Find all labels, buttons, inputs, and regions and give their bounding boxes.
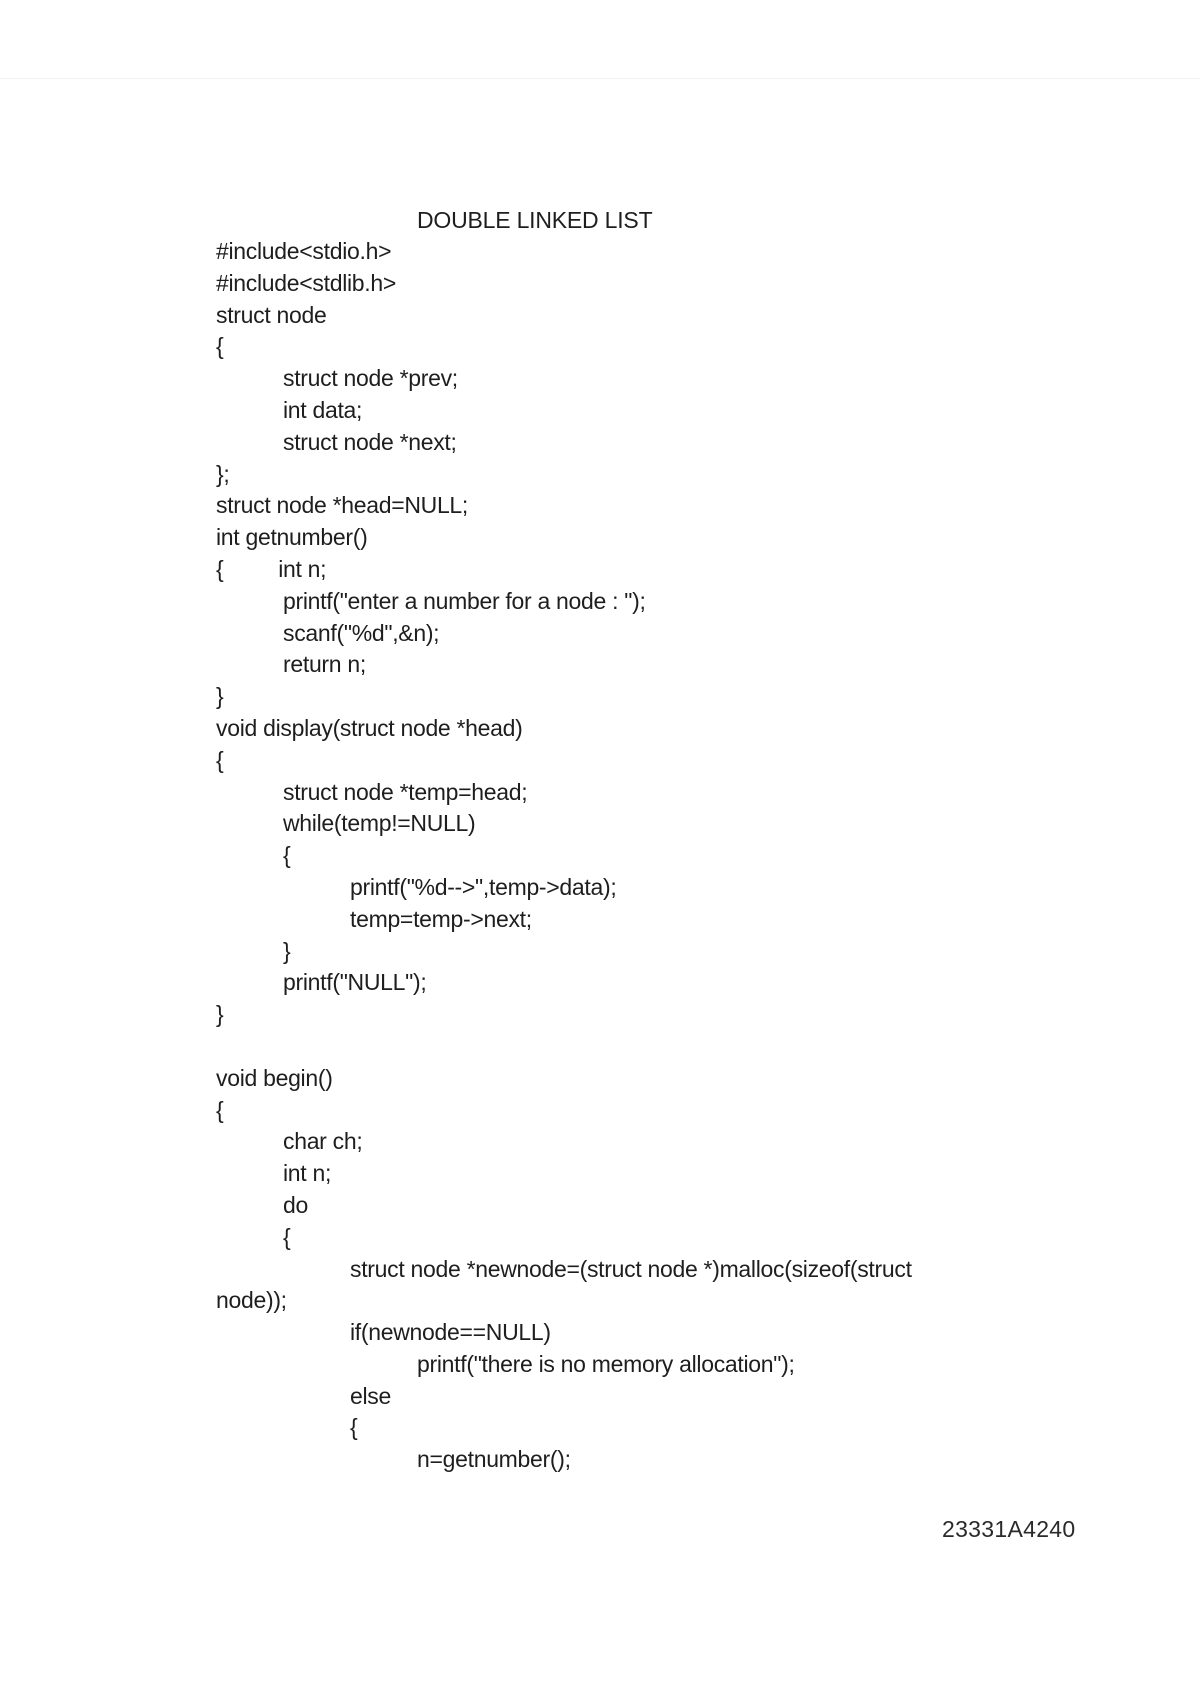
code-listing: [216, 236, 912, 1476]
code-line: if(newnode==NULL): [350, 1319, 551, 1346]
code-line: return n;: [283, 651, 366, 678]
code-line: {: [216, 746, 224, 773]
code-line: {: [283, 1223, 291, 1250]
code-line: #include<stdlib.h>: [216, 269, 397, 296]
code-line: void begin(): [216, 1064, 333, 1091]
code-line: int data;: [283, 396, 363, 423]
code-line: }: [283, 937, 291, 964]
code-line: scanf("%d",&n);: [283, 619, 440, 646]
footer-roll-number: 23331A4240: [942, 1516, 1076, 1542]
code-line: {: [216, 333, 224, 360]
code-line: struct node *next;: [283, 428, 457, 455]
code-line: do: [283, 1191, 308, 1218]
code-line: int n;: [283, 1160, 332, 1187]
code-line: }: [216, 1001, 224, 1028]
document-title: DOUBLE LINKED LIST: [417, 207, 653, 233]
code-line: }: [216, 683, 224, 710]
page-top-edge: [0, 78, 1200, 79]
code-line: struct node: [216, 301, 327, 328]
code-line: node));: [216, 1287, 287, 1314]
code-line: else: [350, 1382, 391, 1409]
code-line: {: [216, 1096, 224, 1123]
code-line: struct node *newnode=(struct node *)malloc(sizeof(struct: [350, 1255, 912, 1282]
code-line: [216, 1031, 912, 1063]
code-line: struct node *head=NULL;: [216, 492, 469, 519]
code-line: int getnumber(): [216, 524, 368, 551]
code-line: printf("there is no memory allocation");: [417, 1350, 795, 1377]
code-line: { int n;: [216, 555, 327, 582]
code-line: struct node *temp=head;: [283, 778, 528, 805]
code-line: printf("enter a number for a node : ");: [283, 587, 646, 614]
code-line: char ch;: [283, 1128, 363, 1155]
code-line: temp=temp->next;: [350, 905, 532, 932]
code-line: {: [283, 842, 291, 869]
code-line: printf("NULL");: [283, 969, 427, 996]
code-line: n=getnumber();: [417, 1446, 571, 1473]
code-line: };: [216, 460, 230, 487]
code-line: #include<stdio.h>: [216, 238, 392, 264]
code-line: while(temp!=NULL): [283, 810, 476, 837]
code-line: void display(struct node *head): [216, 714, 523, 741]
code-line: {: [350, 1414, 358, 1441]
code-line: printf("%d-->",temp->data);: [350, 873, 617, 900]
code-line: struct node *prev;: [283, 365, 458, 392]
